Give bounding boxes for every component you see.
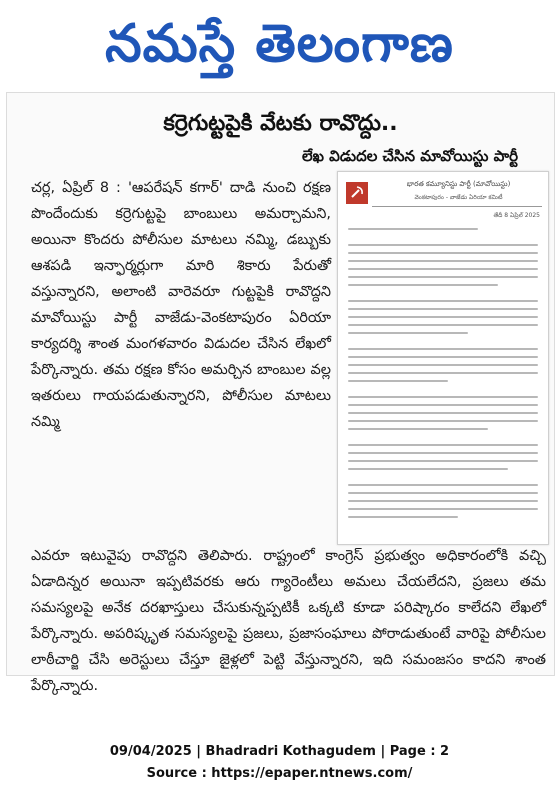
letter-text-line [348,324,538,326]
article-subheadline: లేఖ విడుదల చేసిన మావోయిస్టు పార్టీ [301,147,518,165]
article-body-wide: ఎవరూ ఇటువైపు రావొద్దని తెలిపారు. రాష్ట్రంలో కాంగ్రెస్ ప్రభుత్వం అధికారంలోకి వచ్చి ఏడాదిన్నర అయినా ఇప్పటివరకు ఆరు గ్యారెంటీలు అమలు చేయలేదని, ప్రజలు తమ సమస్యలపై అనేక దరఖాస్తులు చేసుకున్నప్పటికీ ఒక్కటి కూడా పరిష్కారం కాలేదని లేఖలో పేర్కొన్నారు. అపరిష్కృత సమస్యలపై ప్రజలు, ప్రజాసంఘాలు పోరాడుతుంటే వారిపై పోలీసుల లాఠీచార్జి చేసి అరెస్టులు చేస్తూ జైళ్లలో పెట్టి వేస్తున్నారని, ఇది సమంజసం కాదని శాంత పేర్కొన్నారు. [31,548,546,694]
letter-org: భారత కమ్యూనిస్టు పార్టీ (మావోయిస్టు) [406,180,511,188]
letter-text-line [348,484,538,486]
letter-text-line [348,468,508,470]
letter-text-line [348,404,538,406]
letter-text-line [348,308,538,310]
letter-text-line [348,428,488,430]
letter-text-line [348,500,538,502]
masthead-title: నమస్తే తెలంగాణ [105,14,454,74]
letter-rule [372,206,542,207]
letter-committee: వెంకటాపురం - వాజేడు ఏరియా కమిటీ [414,194,503,201]
letter-text-line [348,332,468,334]
letter-text-line [348,420,538,422]
letter-text-line [348,412,538,414]
edition-line: 09/04/2025 | Bhadradri Kothagudem | Page : 2 [109,744,450,759]
article-headline: కర్రెగుట్టపైకి వేటకు రావొద్దు.. [163,111,398,136]
letter-text-line [348,364,538,366]
letter-text-line [348,452,538,454]
letter-text-line [348,244,538,246]
letter-text-line [348,508,538,510]
letter-text-line [348,260,538,262]
letter-text-line [348,348,538,350]
newspaper-clipping [6,92,555,694]
letter-text-line [348,284,498,286]
letter-text-line [348,268,538,270]
hammer-sickle-icon [346,182,368,204]
letter-text-line [348,492,538,494]
masthead [0,0,559,88]
letter-text-line [348,252,538,254]
letter-text-line [348,444,538,446]
letter-text-line [348,316,538,318]
letter-text-line [348,396,538,398]
article-body-column: చర్ల, ఏప్రిల్ 8 : 'ఆపరేషన్ కగార్' దాడి నుంచి రక్షణ పొందేందుకు కర్రెగుట్టపై బాంబులు అమర్చామని, అయినా కొందరు పోలీసుల మాటలు నమ్మి, డబ్బుకు ఆశపడి ఇన్ఫార్మర్లుగా మారి శికారు పేరుతో వస్తున్నారని, అలాంటి వారెవరూ గుట్టపైకి రావొద్దని మావోయిస్టు పార్టీ వాజేడు-వెంకటాపురం ఏరియా కార్యదర్శి శాంత మంగళవారం విడుదల చేసిన లేఖలో పేర్కొన్నారు. తమ రక్షణ కోసం అమర్చిన బాంబుల వల్ల ఇతరులు గాయపడుతున్నారని, పోలీసుల మాటలు నమ్మి [31,180,331,430]
letter-text-line [348,300,538,302]
letter-text-line [348,356,538,358]
letter-text-line [348,516,458,518]
source-line: Source : https://epaper.ntnews.com/ [146,766,413,781]
letter-text-line [348,228,478,230]
letter-text-line [348,276,538,278]
clipping-top-edge [21,97,321,107]
letter-image [337,171,549,545]
letter-date: తేదీ 8 ఏప్రిల్ 2025 [493,212,540,219]
letter-text-line [348,460,538,462]
letter-text-line [348,380,448,382]
letter-text-line [348,372,538,374]
